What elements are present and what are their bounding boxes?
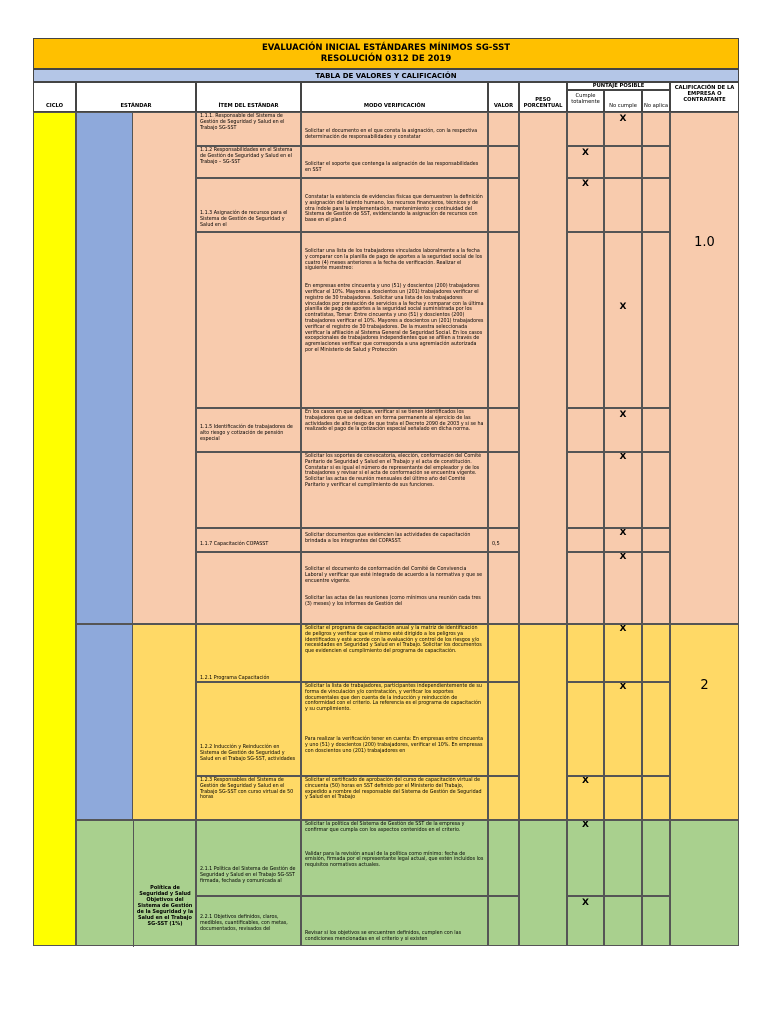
row-mark: X: [604, 528, 642, 552]
title-line-2: RESOLUCIÓN 0312 DE 2019: [320, 54, 452, 64]
estandar-section-2: [76, 624, 196, 820]
row-modo: Constatar la existencia de evidencias físicas que demuestren la definición y asignación del talento humano, los recursos financieros, técnicos y de otra índole para la implementación, mantenimiento y continuidad del Sistema de Gestión de SST, evidenciando la asignación de recursos con base en el plan d: [301, 178, 488, 232]
row-mark: X: [604, 408, 642, 452]
row-item: 1.2.2 Inducción y Reinducción en Sistema de Gestión de Seguridad y Salud en el Trabajo SG-SST, actividades: [196, 682, 301, 776]
row-modo-part-a: Solicitar la política del Sistema de Gestión de SST de la empresa y confirmar que cumpla con los aspectos contenidos en el criterio.: [305, 822, 465, 833]
estandar-politica: Política de Seguridad y Salud: [139, 885, 191, 897]
row-item: 1.1.7 Capacitación COPASST: [196, 528, 301, 552]
calificacion-block-2: [670, 624, 739, 820]
header-modo: MODO VERIFICACIÓN: [301, 82, 488, 112]
row-mark: X: [567, 776, 604, 820]
header-ciclo: CICLO: [33, 82, 76, 112]
header-calificacion: CALIFICACIÓN DE LA EMPRESA O CONTRATANTE: [670, 82, 739, 112]
row-item: [196, 232, 301, 408]
row-mark: X: [604, 552, 642, 624]
row-modo: Solicitar documentos que evidencien las actividades de capacitación brindada a los integrantes del COPASST.: [301, 528, 488, 552]
peso-block-1: [519, 112, 567, 624]
row-item: 1.1.5 Identificación de trabajadores de alto riesgo y cotización de pensión especial: [196, 408, 301, 452]
calificacion-block-3: [670, 820, 739, 946]
header-estandar: ESTÁNDAR: [76, 82, 196, 112]
row-modo-part-a: Solicitar el documento de conformación del Comité de Convivencia Laboral y verificar que esté integrado de acuerdo a la normativa y que se encuentre vigente.: [305, 567, 483, 584]
row-modo: En los casos en que aplique, verificar si se tienen identificados los trabajadores que se dedican en forma permanente al ejercicio de las actividades de alto riesgo de que trata el Decreto 2090 de 2003 y si se ha realizado el pago de la cotización especial señalado en dicha norma.: [301, 408, 488, 452]
row-item: 1.2.1 Programa Capacitación: [196, 624, 301, 682]
row-mark: X: [567, 146, 604, 178]
row-modo-part-a: Solicitar una lista de los trabajadores vinculados laboralmente a la fecha y comparar con la planilla de pago de aportes a la seguridad social de los cuatro (4) meses anteriores a la fecha de verificación. Realizar el siguiente muestreo:: [305, 249, 483, 272]
row-item: [196, 452, 301, 528]
document-title: [33, 38, 739, 69]
row-item: [196, 552, 301, 624]
row-item: 1.1.2 Responsabilidades en el Sistema de Gestión de Seguridad y Salud en el Trabajo – SG-SST: [196, 146, 301, 178]
row-modo: Solicitar el soporte que contenga la asignación de las responsabilidades en SST: [301, 146, 488, 178]
header-cumple: Cumple totalmente: [567, 90, 604, 112]
row-modo: [301, 552, 488, 624]
row-item: 2.1.1 Política del Sistema de Gestión de Seguridad y Salud en el Trabajo SG-SST firmada, fechada y comunicada al: [196, 820, 301, 896]
header-item: ÍTEM DEL ESTÁNDAR: [196, 82, 301, 112]
header-no-cumple: No cumple: [604, 90, 642, 112]
estandar-blue-2: [77, 625, 133, 819]
row-modo-part-b: Solicitar las actas de las reuniones (como mínimos una reunión cada tres (3) meses) y los informes de Gestión del: [305, 596, 481, 608]
row-modo-part-a: Solicitar la lista de trabajadores, participantes independientemente de su forma de vinculación y/o contratación, y verificar los soportes documentales que den cuenta de la inducción y reinducción de conformidad con el criterio. La referencia es el programa de capacitación y su cumplimiento.: [305, 684, 482, 713]
row-mark: X: [567, 178, 604, 232]
row-valor: 0,5: [488, 528, 519, 552]
row-mark: X: [604, 624, 642, 682]
row-item: 1.2.3 Responsables del Sistema de Gestión de Seguridad y Salud en el Trabajo SG-SST con curso virtual de 50 horas: [196, 776, 301, 820]
row-modo: Solicitar el documento en el que consta la asignación, con la respectiva determinación de responsabilidades y constatar: [301, 112, 488, 146]
estandar-section-1: [76, 112, 196, 624]
row-mark: X: [567, 896, 604, 946]
peso-block-3: [519, 820, 567, 946]
row-modo: [301, 682, 488, 776]
row-modo-part-b: En empresas entre cincuenta y uno (51) y doscientos (200) trabajadores verificar el 10%. Mayores a doscientos un (201) trabajadores verificar el registro de 30 trabajadores. Solicitar una lista de los trabajadores vinculados por prestación de servicios a la fecha y comparar con la última planilla de pago de aportes a la seguridad social suministrada por los contratistas, Tomar: Entre cincuenta y uno (51) y doscientos (200) trabajadores verificar el 10%. Mayores a doscientos un (201) trabajadores verificar el registro de 30 trabajadores. De la muestra seleccionada verificar la afiliación al Sistema General de Seguridad Social. En los casos excepcionales de trabajadores independientes que se afilien a través de agremiaciones verificar que corresponda a una agremiación autorizada por el Ministerio de Salud y Protección: [305, 284, 484, 353]
ciclo-column: [33, 112, 76, 946]
row-mark: X: [604, 682, 642, 776]
row-item: 2.2.1 Objetivos definidos, claros, medibles, cuantificables, con metas, documentados, revisados del: [196, 896, 301, 946]
row-modo-part-b: Para realizar la verificación tener en cuenta: En empresas entre cincuenta y uno (51) y doscientos (200) trabajadores, verificar el 10%. En empresas con doscientos uno (201) trabajadores en: [305, 736, 484, 754]
header-puntaje: PUNTAJE POSIBLE: [567, 82, 670, 90]
row-mark: X: [604, 232, 642, 408]
estandar-blue-1: [77, 113, 133, 623]
table-subtitle: TABLA DE VALORES Y CALIFICACIÓN: [33, 69, 739, 82]
row-item: 1.1.1. Responsable del Sistema de Gestión de Seguridad y Salud en el Trabajo SG-SST: [196, 112, 301, 146]
calificacion-value-2: 2: [700, 678, 709, 693]
row-modo: [301, 232, 488, 408]
header-no-aplica: No aplica: [642, 90, 670, 112]
row-mark: X: [604, 112, 642, 146]
title-line-1: EVALUACIÓN INICIAL ESTÁNDARES MÍNIMOS SG-SST: [262, 43, 510, 53]
row-modo: Solicitar el programa de capacitación anual y la matriz de identificación de peligros y verificar que el mismo esté dirigido a los peligros ya identificados y esté acorde con la evaluación y control de los riesgos y/o necesidades en Seguridad y Salud en el Trabajo. Solicitar los documentos que evidencien el cumplimiento del programa de capacitación.: [301, 624, 488, 682]
calificacion-block-1: [670, 112, 739, 624]
estandar-section-3: [76, 820, 196, 946]
row-item: 1.1.3 Asignación de recursos para el Sistema de Gestión de Seguridad y Salud en el: [196, 178, 301, 232]
row-modo: Revisar si los objetivos se encuentren definidos, cumplen con las condiciones mencionadas en el criterio y si existen: [301, 896, 488, 946]
row-modo: Solicitar los soportes de convocatoria, elección, conformación del Comité Paritario de Seguridad y Salud en el Trabajo y el acta de constitución. Constatar si es igual el número de representante del empleador y de los trabajadores y revisar si el acta de conformación se encuentra vigente. Solicitar las actas de reunión mensuales del último año del Comité Paritario y verificar el cumplimiento de sus funciones.: [301, 452, 488, 528]
row-mark: X: [567, 820, 604, 896]
header-peso: PESO PORCENTUAL: [519, 82, 567, 112]
row-modo: Solicitar el certificado de aprobación del curso de capacitación virtual de cincuenta (50) horas en SST definido por el Ministerio del Trabajo, expedido a nombre del responsable del Sistema de Gestión de Seguridad y Salud en el Trabajo: [301, 776, 488, 820]
estandar-objetivos: Objetivos del Sistema de Gestión de la Seguridad y la Salud en el Trabajo SG-SST (1%): [136, 897, 194, 927]
row-mark: X: [604, 452, 642, 528]
row-modo-part-b: Validar para la revisión anual de la política como mínimo: fecha de emisión, firmada por el representante legal actual, que estén incluidos los requisitos normativos actuales.: [305, 851, 484, 869]
row-modo: [301, 820, 488, 896]
calificacion-value-1: 1.0: [694, 235, 715, 250]
peso-block-2: [519, 624, 567, 820]
header-valor: VALOR: [488, 82, 519, 112]
